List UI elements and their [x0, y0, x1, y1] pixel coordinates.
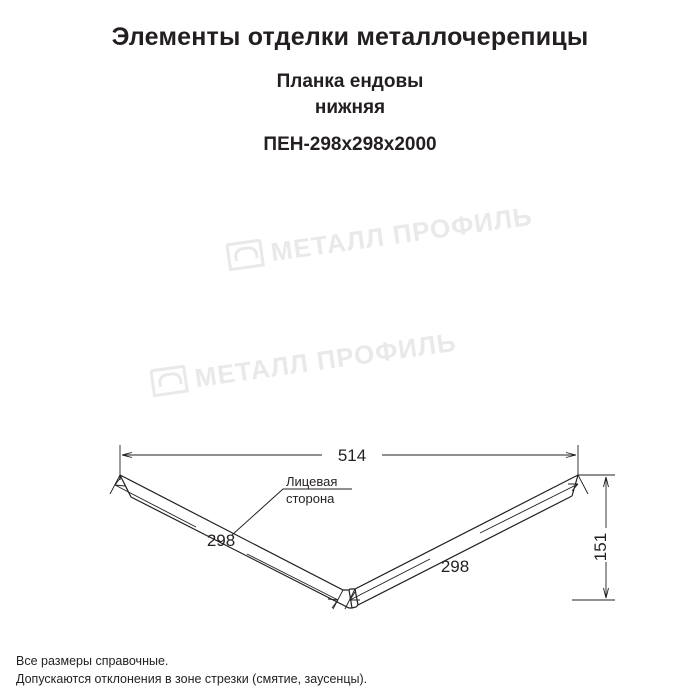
product-sku: ПЕН-298х298х2000	[263, 134, 437, 155]
footer-notes	[16, 652, 367, 688]
dim-label-right-flange: 298	[440, 557, 470, 576]
page-title: Элементы отделки металлочерепицы	[111, 23, 589, 51]
watermark-text: МЕТАЛЛ ПРОФИЛЬ	[192, 326, 459, 394]
dim-label-height: 151	[591, 532, 610, 562]
profile-upper-edge	[120, 475, 578, 590]
technical-drawing	[0, 190, 700, 610]
product-name-line2: нижняя	[314, 97, 386, 118]
dim-label-left-flange: 298	[206, 531, 236, 550]
profile-outline	[120, 475, 578, 608]
title-block	[0, 22, 700, 156]
footer-note-2: Допускаются отклонения в зоне стрезки (смятие, заусенцы).	[16, 672, 368, 686]
dim-label-top-width: 514	[337, 446, 367, 465]
dim-right-flange	[345, 475, 588, 609]
watermark-text: МЕТАЛЛ ПРОФИЛЬ	[268, 200, 535, 268]
face-label-line2: сторона	[286, 491, 335, 506]
drawing-svg	[0, 190, 700, 610]
profile-lower-edge	[131, 496, 572, 608]
face-label-line1: Лицевая	[286, 474, 338, 489]
product-name-line1: Планка ендовы	[276, 71, 424, 92]
footer-note-1: Все размеры справочные.	[16, 654, 169, 668]
